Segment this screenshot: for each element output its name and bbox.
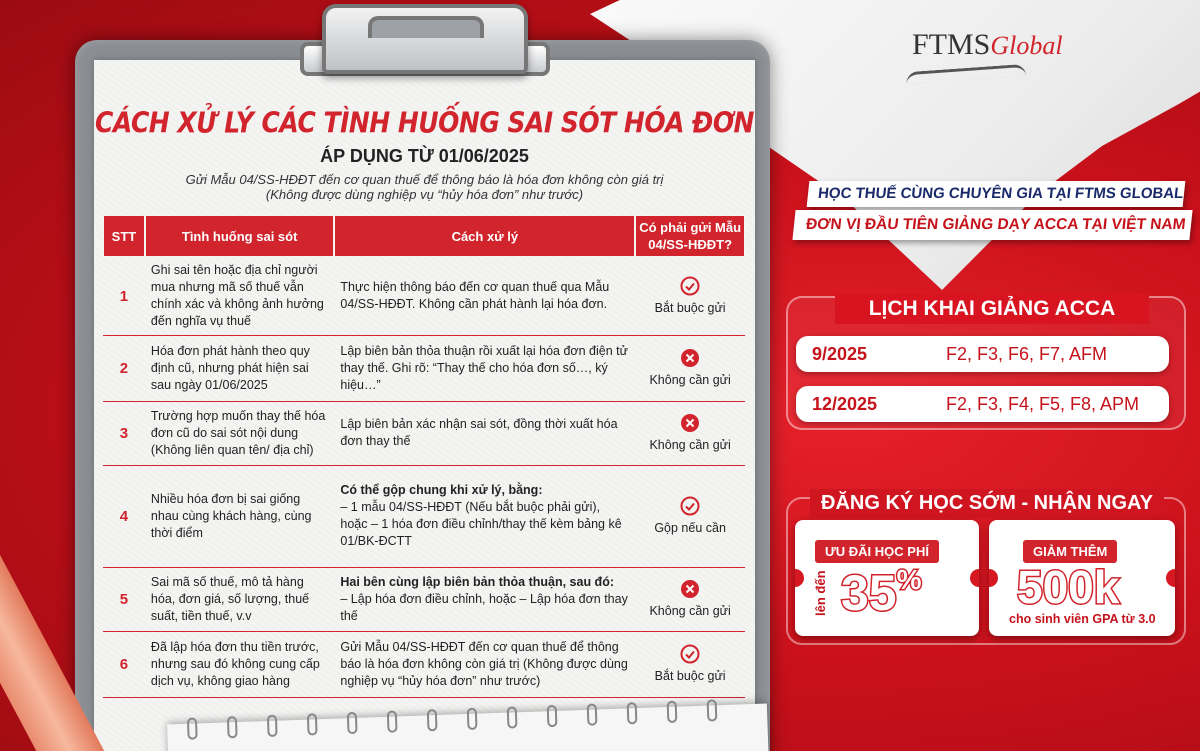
cross-circle-icon bbox=[680, 579, 700, 599]
acca-schedule-title: LỊCH KHAI GIẢNG ACCA bbox=[835, 294, 1149, 324]
clipboard-clip bbox=[322, 4, 528, 74]
row-handling bbox=[334, 567, 635, 631]
row-required-text: Không cần gửi bbox=[649, 603, 731, 618]
note-line-1: Gửi Mẫu 04/SS-HĐĐT đến cơ quan thuế để thông báo là hóa đơn không còn giá trị bbox=[185, 172, 664, 187]
schedule-month: 9/2025 bbox=[812, 344, 868, 364]
table-row bbox=[103, 465, 745, 567]
header-required: Có phải gửi Mẫu 04/SS-HĐĐT? bbox=[635, 215, 745, 257]
row-number: 6 bbox=[103, 631, 145, 697]
logo-swoosh bbox=[906, 64, 1027, 84]
row-handling bbox=[334, 465, 635, 567]
cross-circle-icon bbox=[680, 413, 700, 433]
row-required-text: Gộp nếu cần bbox=[654, 520, 726, 535]
table-row bbox=[103, 401, 745, 465]
ticket-value: 500k bbox=[1017, 561, 1120, 613]
table-row bbox=[103, 335, 745, 401]
logo-ftms: FTMS bbox=[912, 28, 991, 61]
row-handling-text: Thực hiện thông báo đến cơ quan thuế qua Mẫu 04/SS-HĐĐT. Không cần phát hành lại hóa đơn. bbox=[340, 280, 610, 312]
ticket-label: ƯU ĐÃI HỌC PHÍ bbox=[815, 540, 939, 563]
row-situation: Sai mã số thuế, mô tả hàng hóa, đơn giá, số lượng, thuế suất, tiền thuế, v.v bbox=[145, 567, 334, 631]
table-row bbox=[103, 631, 745, 697]
ticket-lead: lên đến bbox=[813, 570, 828, 616]
table-header-row bbox=[103, 215, 745, 257]
schedule-row bbox=[796, 386, 1169, 422]
cross-circle-icon bbox=[680, 348, 700, 368]
row-number: 2 bbox=[103, 335, 145, 401]
header-handling: Cách xử lý bbox=[334, 215, 635, 257]
row-required bbox=[635, 401, 745, 465]
tuition-discount-ticket[interactable] bbox=[795, 520, 979, 636]
tagline-2: ĐƠN VỊ ĐẦU TIÊN GIẢNG DẠY ACCA TẠI VIỆT NAM bbox=[792, 210, 1192, 240]
row-handling bbox=[334, 335, 635, 401]
row-handling bbox=[334, 631, 635, 697]
promo-title: ĐĂNG KÝ HỌC SỚM - NHẬN NGAY bbox=[810, 489, 1164, 518]
row-required-text: Bắt buộc gửi bbox=[654, 668, 726, 683]
ticket-label: GIẢM THÊM bbox=[1023, 540, 1117, 563]
row-handling-text: Lập biên bản xác nhận sai sót, đồng thời xuất hóa đơn thay thế bbox=[340, 417, 618, 448]
schedule-courses: F2, F3, F4, F5, F8, APM bbox=[946, 394, 1140, 414]
table-row bbox=[103, 257, 745, 335]
row-handling-text: – Lập hóa đơn điều chỉnh, hoặc – Lập hóa đơn thay thế bbox=[340, 591, 628, 623]
row-situation: Trường hợp muốn thay thế hóa đơn cũ do sai sót nội dung (Không liên quan tên/ địa chỉ) bbox=[145, 401, 334, 465]
row-number: 4 bbox=[103, 465, 145, 567]
row-required-text: Không cần gửi bbox=[649, 437, 731, 452]
schedule-month: 12/2025 bbox=[812, 394, 878, 414]
extra-discount-ticket[interactable] bbox=[989, 520, 1175, 636]
row-situation: Nhiều hóa đơn bị sai giống nhau cùng khách hàng, cùng thời điểm bbox=[145, 465, 334, 567]
ticket-sub: cho sinh viên GPA từ 3.0 bbox=[1009, 612, 1156, 626]
schedule-row bbox=[796, 336, 1169, 372]
row-required bbox=[635, 631, 745, 697]
header-situation: Tình huống sai sót bbox=[145, 215, 334, 257]
row-required bbox=[635, 465, 745, 567]
page-subtitle: ÁP DỤNG TỪ 01/06/2025 bbox=[320, 146, 529, 166]
row-situation: Ghi sai tên hoặc địa chỉ người mua nhưng mã số thuế vẫn chính xác và không ảnh hưởng đến nghĩa vụ thuế bbox=[145, 257, 334, 335]
check-circle-icon bbox=[680, 496, 700, 516]
row-handling bbox=[334, 257, 635, 335]
schedule-courses: F2, F3, F6, F7, AFM bbox=[946, 344, 1108, 364]
ticket-value-unit: % bbox=[896, 564, 922, 595]
ticket-value bbox=[841, 564, 922, 622]
error-handling-table bbox=[102, 214, 746, 698]
header-stt: STT bbox=[103, 215, 145, 257]
ftms-global-logo bbox=[912, 28, 1112, 88]
row-handling-text: – 1 mẫu 04/SS-HĐĐT (Nếu bắt buộc phải gửi), hoặc – 1 hóa đơn điều chỉnh/thay thế kèm bảng kê 01/BK-ĐCTT bbox=[340, 500, 622, 548]
row-required-text: Bắt buộc gửi bbox=[654, 300, 726, 315]
row-number: 3 bbox=[103, 401, 145, 465]
check-circle-icon bbox=[680, 644, 700, 664]
row-situation: Hóa đơn phát hành theo quy định cũ, nhưng phát hiện sai sau ngày 01/06/2025 bbox=[145, 335, 334, 401]
row-situation: Đã lập hóa đơn thu tiền trước, nhưng sau đó không cung cấp dịch vụ, không giao hàng bbox=[145, 631, 334, 697]
row-required-text: Không cần gửi bbox=[649, 372, 731, 387]
logo-global: Global bbox=[990, 31, 1063, 60]
check-circle-icon bbox=[680, 276, 700, 296]
row-required bbox=[635, 567, 745, 631]
row-handling-text: Gửi Mẫu 04/SS-HĐĐT đến cơ quan thuế để thông báo là hóa đơn không còn giá trị (Không được dùng nghiệp vụ “hủy hóa đơn” như trước) bbox=[340, 639, 628, 688]
note-line-2: (Không được dùng nghiệp vụ “hủy hóa đơn” như trước) bbox=[265, 187, 584, 202]
tagline-1: HỌC THUẾ CÙNG CHUYÊN GIA TẠI FTMS GLOBAL bbox=[807, 181, 1186, 207]
row-handling bbox=[334, 401, 635, 465]
row-handling-lead: Có thể gộp chung khi xử lý, bằng: bbox=[340, 483, 543, 497]
row-required bbox=[635, 335, 745, 401]
row-handling-text: Lập biên bản thỏa thuận rồi xuất lại hóa đơn điện tử thay thế. Ghi rõ: “Thay thế cho hóa đơn số…, ký hiệu…” bbox=[340, 343, 628, 392]
row-number: 1 bbox=[103, 257, 145, 335]
table-row bbox=[103, 567, 745, 631]
ticket-value-number: 35 bbox=[841, 565, 897, 621]
page-title: CÁCH XỬ LÝ CÁC TÌNH HUỐNG SAI SÓT HÓA ĐƠN bbox=[95, 105, 754, 140]
row-number: 5 bbox=[103, 567, 145, 631]
row-handling-lead: Hai bên cùng lập biên bản thỏa thuận, sau đó: bbox=[340, 574, 614, 589]
row-required bbox=[635, 257, 745, 335]
